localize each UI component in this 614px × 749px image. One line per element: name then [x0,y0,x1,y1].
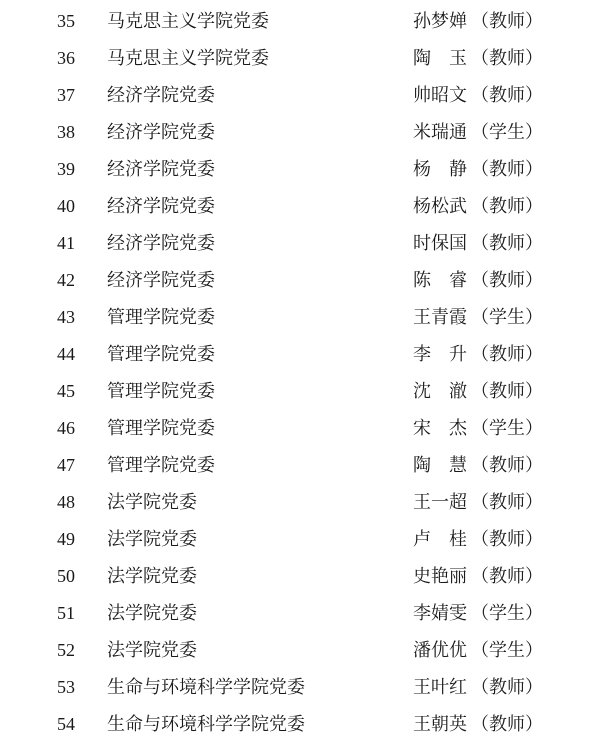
member-entry [413,336,603,373]
member-role: （教师） [471,11,543,32]
member-role: （教师） [471,159,543,180]
member-entry [413,447,603,484]
member-entry [413,669,603,706]
member-entry [413,558,603,595]
member-entry [413,484,603,521]
party-committee: 马克思主义学院党委 [107,48,269,69]
list-row [0,484,614,521]
list-row [0,114,614,151]
row-number: 41 [57,233,75,253]
row-number: 51 [57,603,75,623]
member-role: （教师） [471,529,543,550]
party-committee: 经济学院党委 [107,159,215,180]
member-entry [413,40,603,77]
member-role: （教师） [471,677,543,698]
member-entry [413,225,603,262]
member-name: 王叶红 [413,677,467,698]
member-role: （教师） [471,85,543,106]
member-name: 陶 玉 [413,48,467,69]
party-committee: 管理学院党委 [107,418,215,439]
member-name: 沈 澈 [413,381,467,402]
member-role: （教师） [471,381,543,402]
list-row [0,632,614,669]
member-entry [413,114,603,151]
member-name: 卢 桂 [413,529,467,550]
member-name: 时保国 [413,233,467,254]
member-entry [413,299,603,336]
list-row [0,336,614,373]
member-entry [413,151,603,188]
member-role: （教师） [471,270,543,291]
list-row [0,77,614,114]
member-role: （教师） [471,492,543,513]
row-number: 44 [57,344,75,364]
list-row [0,299,614,336]
party-committee: 马克思主义学院党委 [107,11,269,32]
party-committee: 法学院党委 [107,603,197,624]
party-committee: 生命与环境科学学院党委 [107,714,305,735]
member-entry [413,373,603,410]
party-committee: 法学院党委 [107,640,197,661]
party-committee: 法学院党委 [107,492,197,513]
member-entry [413,410,603,447]
member-name: 宋 杰 [413,418,467,439]
member-role: （教师） [471,48,543,69]
list-row [0,669,614,706]
row-number: 36 [57,48,75,68]
party-committee: 管理学院党委 [107,307,215,328]
row-number: 40 [57,196,75,216]
row-number: 38 [57,122,75,142]
member-name: 孙梦婵 [413,11,467,32]
row-number: 52 [57,640,75,660]
party-committee: 经济学院党委 [107,85,215,106]
party-committee: 管理学院党委 [107,381,215,402]
list-row [0,262,614,299]
list-row [0,188,614,225]
row-number: 50 [57,566,75,586]
row-number: 54 [57,714,75,734]
member-name: 史艳丽 [413,566,467,587]
member-name: 米瑞通 [413,122,467,143]
list-row [0,706,614,743]
member-entry [413,262,603,299]
member-name: 杨 静 [413,159,467,180]
party-committee: 生命与环境科学学院党委 [107,677,305,698]
member-role: （学生） [471,640,543,661]
member-name: 陈 睿 [413,270,467,291]
member-name: 李婧雯 [413,603,467,624]
member-role: （学生） [471,603,543,624]
row-number: 42 [57,270,75,290]
member-role: （教师） [471,714,543,735]
party-committee: 经济学院党委 [107,122,215,143]
member-role: （教师） [471,344,543,365]
row-number: 45 [57,381,75,401]
member-entry [413,632,603,669]
member-role: （教师） [471,196,543,217]
row-number: 48 [57,492,75,512]
list-row [0,447,614,484]
member-role: （学生） [471,122,543,143]
member-name: 陶 慧 [413,455,467,476]
list-row [0,521,614,558]
list-row [0,595,614,632]
row-number: 47 [57,455,75,475]
member-name: 王青霞 [413,307,467,328]
member-role: （教师） [471,455,543,476]
member-name: 潘优优 [413,640,467,661]
row-number: 35 [57,11,75,31]
row-number: 43 [57,307,75,327]
party-committee: 经济学院党委 [107,270,215,291]
member-name: 杨松武 [413,196,467,217]
list-row [0,3,614,40]
member-name: 王朝英 [413,714,467,735]
row-number: 53 [57,677,75,697]
member-role: （教师） [471,566,543,587]
member-role: （学生） [471,307,543,328]
member-name: 王一超 [413,492,467,513]
list-row [0,151,614,188]
list-row [0,558,614,595]
member-entry [413,188,603,225]
member-role: （学生） [471,418,543,439]
member-entry [413,521,603,558]
member-entry [413,595,603,632]
member-name: 李 升 [413,344,467,365]
party-committee: 管理学院党委 [107,455,215,476]
party-committee: 管理学院党委 [107,344,215,365]
party-committee: 法学院党委 [107,566,197,587]
member-entry [413,3,603,40]
member-name: 帅昭文 [413,85,467,106]
list-row [0,40,614,77]
party-committee: 经济学院党委 [107,233,215,254]
list-row [0,410,614,447]
member-entry [413,706,603,743]
row-number: 46 [57,418,75,438]
party-committee: 法学院党委 [107,529,197,550]
row-number: 37 [57,85,75,105]
member-entry [413,77,603,114]
list-row [0,373,614,410]
party-committee: 经济学院党委 [107,196,215,217]
row-number: 49 [57,529,75,549]
list-row [0,225,614,262]
member-role: （教师） [471,233,543,254]
row-number: 39 [57,159,75,179]
